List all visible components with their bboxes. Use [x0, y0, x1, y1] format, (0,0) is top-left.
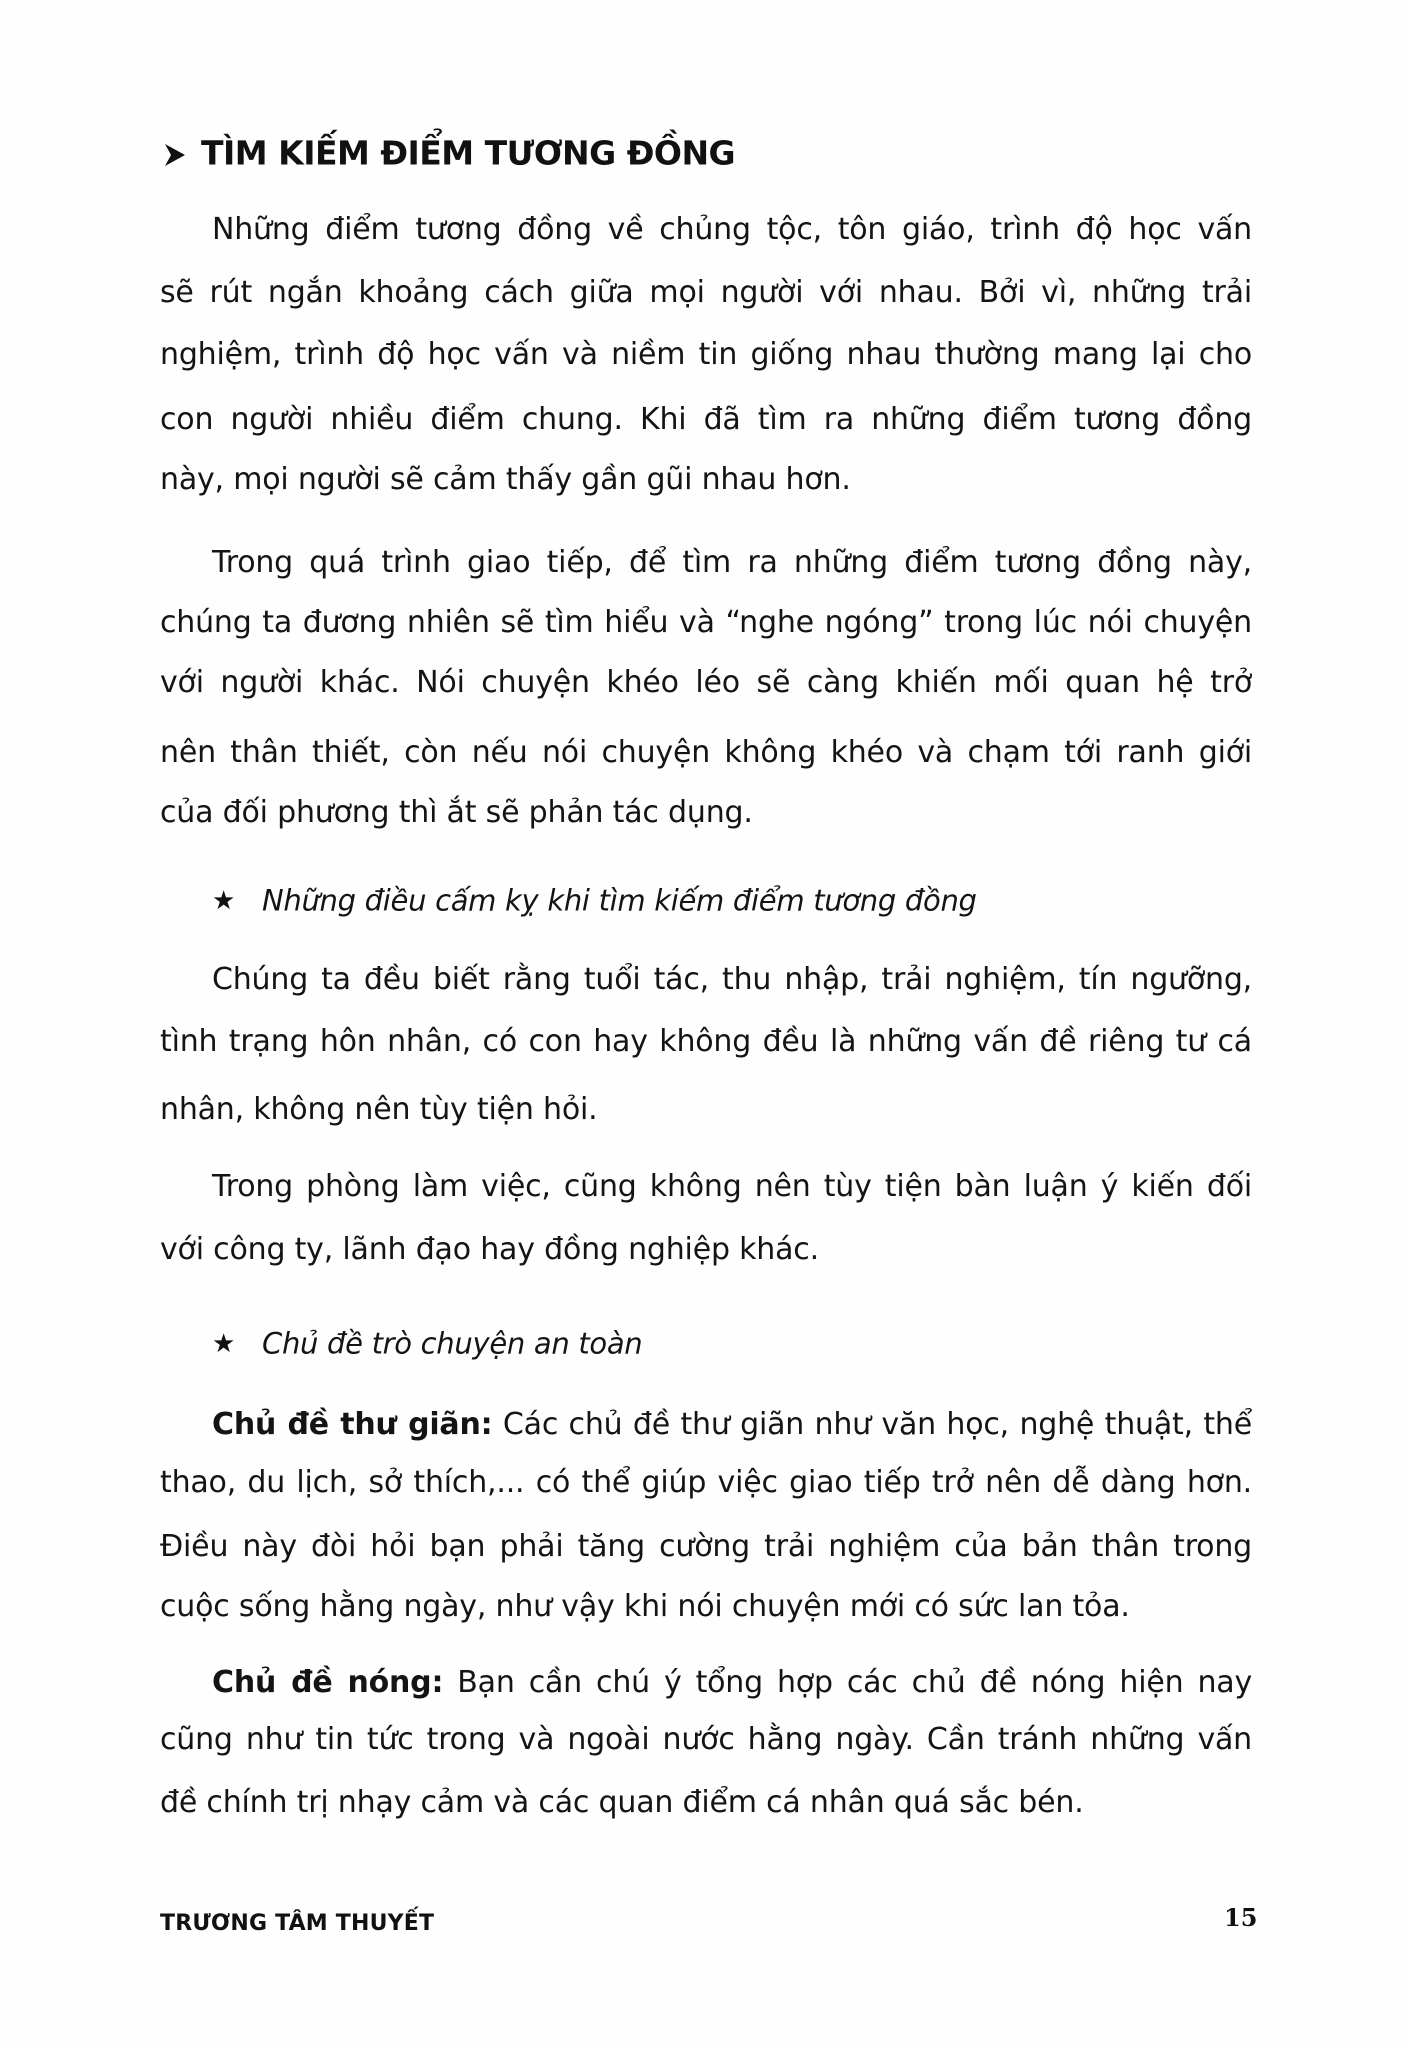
topic-lead: Chủ đề thư giãn:	[212, 1407, 493, 1442]
paragraph-line	[212, 1663, 1252, 1703]
paragraph-line: chúng ta đương nhiên sẽ tìm hiểu và “nghe ngóng” trong lúc nói chuyện	[160, 605, 1252, 640]
footer-author: TRƯƠNG TÂM THUYẾT	[160, 1911, 435, 1936]
paragraph-line: cũng như tin tức trong và ngoài nước hằng ngày. Cần tránh những vấn	[160, 1722, 1252, 1757]
section-heading	[163, 131, 735, 175]
star-bullet-icon: ★	[212, 1328, 236, 1359]
paragraph-line: với công ty, lãnh đạo hay đồng nghiệp khác.	[160, 1232, 819, 1267]
paragraph-line: nên thân thiết, còn nếu nói chuyện không khéo và chạm tới ranh giới	[160, 735, 1252, 770]
paragraph-line: nhân, không nên tùy tiện hỏi.	[160, 1092, 598, 1127]
paragraph-line: Những điểm tương đồng về chủng tộc, tôn giáo, trình độ học vấn	[212, 212, 1252, 247]
paragraph-line: sẽ rút ngắn khoảng cách giữa mọi người với nhau. Bởi vì, những trải	[160, 275, 1252, 310]
paragraph-line: Trong quá trình giao tiếp, để tìm ra những điểm tương đồng này,	[212, 545, 1252, 580]
paragraph-line: nghiệm, trình độ học vấn và niềm tin giống nhau thường mang lại cho	[160, 337, 1252, 372]
paragraph-line: Điều này đòi hỏi bạn phải tăng cường trải nghiệm của bản thân trong	[160, 1529, 1252, 1564]
subheading-taboos	[212, 880, 977, 920]
arrowhead-bullet-icon	[163, 141, 187, 167]
page-number: 15	[1224, 1903, 1258, 1932]
paragraph-line: thao, du lịch, sở thích,... có thể giúp việc giao tiếp trở nên dễ dàng hơn.	[160, 1465, 1252, 1500]
paragraph-line	[212, 1405, 1252, 1445]
subheading-text: Chủ đề trò chuyện an toàn	[262, 1326, 643, 1361]
paragraph-line: tình trạng hôn nhân, có con hay không đều là những vấn đề riêng tư cá	[160, 1024, 1252, 1059]
topic-lead: Chủ đề nóng:	[212, 1665, 444, 1700]
paragraph-line: đề chính trị nhạy cảm và các quan điểm cá nhân quá sắc bén.	[160, 1785, 1084, 1820]
paragraph-line: con người nhiều điểm chung. Khi đã tìm ra những điểm tương đồng	[160, 402, 1252, 437]
paragraph-line: Chúng ta đều biết rằng tuổi tác, thu nhập, trải nghiệm, tín ngưỡng,	[212, 962, 1252, 997]
paragraph-line: Trong phòng làm việc, cũng không nên tùy tiện bàn luận ý kiến đối	[212, 1169, 1252, 1204]
section-title: TÌM KIẾM ĐIỂM TƯƠNG ĐỒNG	[201, 133, 736, 173]
paragraph-line: của đối phương thì ắt sẽ phản tác dụng.	[160, 795, 753, 830]
paragraph-line: cuộc sống hằng ngày, như vậy khi nói chuyện mới có sức lan tỏa.	[160, 1589, 1130, 1624]
paragraph-line: này, mọi người sẽ cảm thấy gần gũi nhau hơn.	[160, 462, 851, 497]
star-bullet-icon: ★	[212, 885, 236, 916]
subheading-safe-topics	[212, 1323, 642, 1363]
paragraph-text: Bạn cần chú ý tổng hợp các chủ đề nóng hiện nay	[443, 1665, 1253, 1700]
subheading-text: Những điều cấm kỵ khi tìm kiếm điểm tương đồng	[262, 883, 977, 918]
paragraph-text: Các chủ đề thư giãn như văn học, nghệ thuật, thể	[492, 1407, 1252, 1442]
paragraph-line: với người khác. Nói chuyện khéo léo sẽ càng khiến mối quan hệ trở	[160, 665, 1252, 700]
